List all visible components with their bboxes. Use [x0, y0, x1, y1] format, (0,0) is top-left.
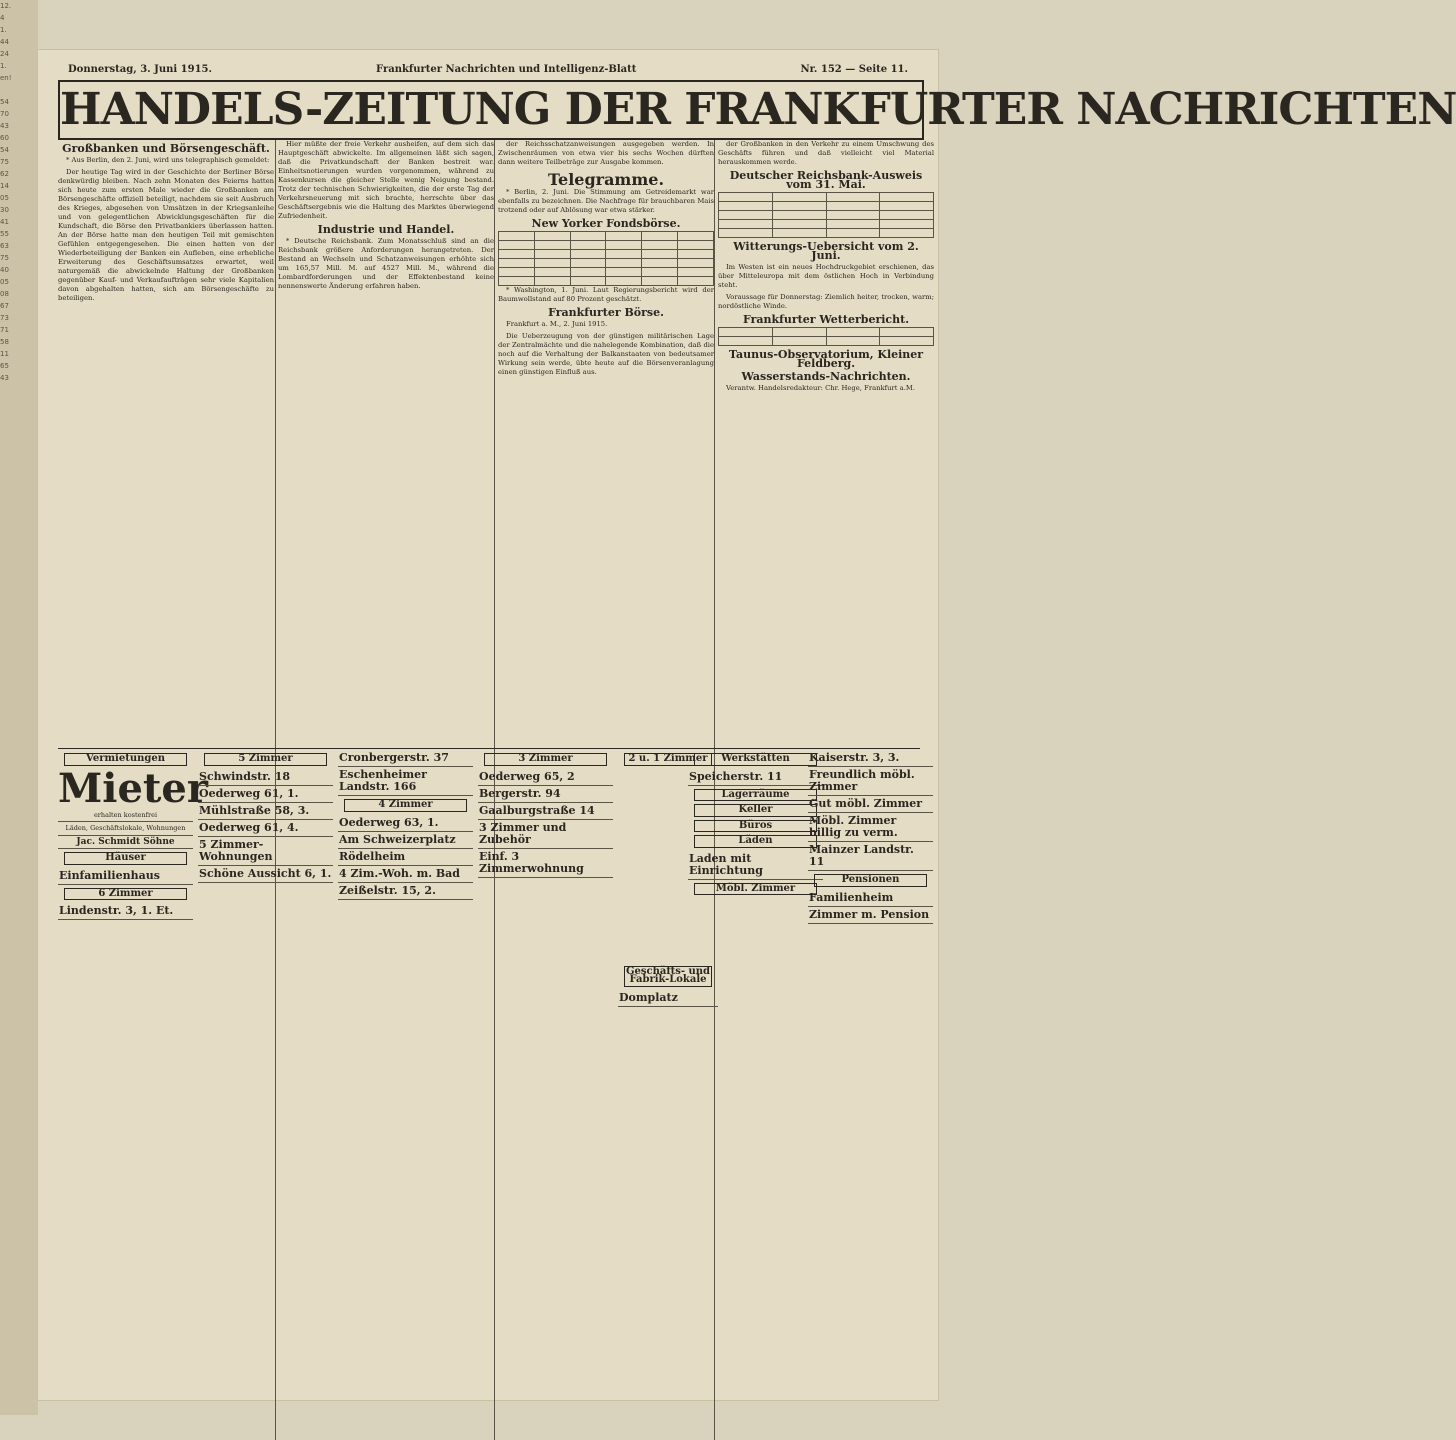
ad-item — [338, 815, 473, 832]
ad-item — [478, 803, 613, 820]
ad-title: Eschenheimer Landstr. 166 — [339, 768, 427, 793]
ad-title: Rödelheim — [339, 849, 406, 863]
ad-category: Keller — [694, 804, 817, 817]
ad-category: Geschäfts- und Fabrik-Lokale — [625, 965, 711, 985]
ad-title: Oederweg 61, 4. — [199, 820, 299, 834]
ad-category: 6 Zimmer — [64, 888, 187, 901]
ad-item — [198, 866, 333, 883]
ad-title: 5 Zimmer-Wohnungen — [199, 837, 273, 863]
ad-category: Pensionen — [814, 874, 927, 887]
ad-headline: Mieter — [58, 764, 208, 812]
ad-column-1 — [58, 750, 208, 1390]
ad-item — [198, 837, 333, 866]
ad-category: Büros — [694, 820, 817, 833]
ad-title: Domplatz — [619, 990, 678, 1004]
ad-title: Zimmer m. Pension — [809, 907, 930, 921]
ad-title: Mühlstraße 58, 3. — [199, 803, 310, 817]
ad-category: Läden — [694, 835, 817, 848]
ad-title: Oederweg 63, 1. — [339, 815, 439, 829]
ad-title: Einf. 3 Zimmerwohnung — [479, 849, 584, 875]
ad-item — [338, 832, 473, 849]
ad-title: Speicherstr. 11 — [689, 769, 783, 783]
ad-item — [338, 750, 473, 767]
ad-title: Am Schweizerplatz — [339, 832, 456, 846]
ad-title: Freundlich möbl. Zimmer — [809, 768, 915, 793]
boerse-date: Frankfurt a. M., 2. Juni 1915. — [506, 320, 608, 328]
article-body: Der heutige Tag wird in der Geschichte der Berliner Börse denkwürdig bleiben. Nach zehn Monaten des Feierns hatten sich heute zum ersten Male wieder die Großbanken am Börsengeschäfte offiziell beteiligt, nachdem sie seit Ausbruch des Krieges, abgesehen von Umsätzen in der Kriegsanleihe und von gelegentlichen Abwicklungsgeschäften für die Kundschaft, die Börse den Privatbankiers überlassen hatten. An der Börse hatte man den heutigen Teil mit gemischten Gefühlen entgegengesehen. Die einen hatten von der Wiederbeteiligung der Banken ein Aufleben, eine erhebliche Erweiterung des Geschäftsumsatzes erwartet, weil naturgemäß die abwickelnde Haltung der Großbanken gegenüber Kauf- und Verkaufaufträgen sehr viele Kapitalien davon abgehalten hatten, sich am Börsengeschäfte zu beteiligen. — [58, 168, 274, 302]
ad-title: Gaalburgstraße 14 — [479, 803, 595, 817]
boerse-body: Die Ueberzeugung von der günstigen militärischen Lage der Zentralmächte und die nahelegende Kombination, daß die noch auf die Verhaltung der Balkanstaaten von bedeutsamer Wirkung sein werde, übte heute auf die Börsenveranlagung einen günstigen Einfluß aus. — [498, 332, 714, 376]
telegrams-heading: Telegramme. — [547, 170, 665, 189]
section-heading: Industrie und Handel. — [317, 223, 455, 236]
weather-body: Im Westen ist ein neues Hochdruckgebiet erschienen, das über Mitteleuropa mit dem östlichen Hoch in Verbindung steht. — [718, 263, 934, 289]
ad-title: Bergerstr. 94 — [479, 786, 561, 800]
ad-text: Jac. Schmidt Söhne — [58, 836, 193, 850]
ad-title: Einfamilienhaus — [59, 868, 160, 882]
article-body: Hier müßte der freie Verkehr ausheifen, auf dem sich das Hauptgeschäft abwickelte. Im allgemeinen läßt sich sagen, daß die Privatkundschaft der Banken bestreit war. Einheitsnotierungen wurden vorgenommen, während zu Kassenkursen die gleicher Stelle wenig Neigung bestand. Trotz der technischen Schwierigkeiten, die der erste Tag der Verkehrsneuerung mit sich brachte, herrschte über das Geschäftsergebnis wie die Haltung des Marktes überwiegend Zufriedenheit. — [278, 140, 494, 220]
ad-title: Schöne Aussicht 6, 1. — [199, 866, 332, 880]
fondsboerse-heading: New Yorker Fondsbörse. — [531, 217, 681, 230]
article-column-3 — [498, 140, 714, 745]
wetterbericht-heading: Frankfurter Wetterbericht. — [742, 313, 910, 326]
article-heading: Großbanken und Börsengeschäft. — [62, 142, 270, 155]
ad-item — [808, 890, 933, 907]
ad-column-4 — [478, 750, 613, 1390]
ad-title: Oederweg 61, 1. — [199, 786, 299, 800]
ad-item — [338, 767, 473, 796]
taunus-heading: Taunus-Observatorium, Kleiner Feldberg. — [728, 348, 924, 370]
ad-title: Cronbergerstr. 37 — [339, 751, 449, 764]
article-column-4 — [718, 140, 934, 745]
ad-title: Kaiserstr. 3, 3. — [809, 751, 900, 764]
ad-category: Möbl. Zimmer — [694, 883, 817, 896]
ad-title: Oederweg 65, 2 — [479, 769, 575, 783]
reichsbank-item: * Deutsche Reichsbank. Zum Monatsschluß sind an die Reichsbank größere Anforderungen herangetreten. Der Bestand an Wechseln und Schatzanweisungen erhöhte sich um 165,57 Mill. M. auf 4527 Mill. M., während die Lombardforderungen und der Effektenbestand keine nennenswerte Änderung erfahren haben. — [278, 237, 494, 290]
article-body: der Reichsschatzanweisungen ausgegeben werden. In Zwischenräumen von etwa vier bis sechs Wochen dürften dann weitere Teilbeträge zur Ausgabe kommen. — [498, 140, 714, 166]
ad-title: Gut möbl. Zimmer — [809, 797, 923, 810]
wetterbericht-table — [718, 327, 934, 346]
header-line — [68, 64, 908, 75]
newspaper-page — [38, 50, 1456, 1400]
ad-item — [478, 769, 613, 786]
ad-column-7 — [808, 750, 933, 1390]
ad-item — [688, 851, 823, 880]
ad-title: Möbl. Zimmer billig zu verm. — [809, 814, 898, 839]
ad-column-6 — [688, 750, 823, 1390]
ad-item — [198, 769, 333, 786]
page-number: Nr. 152 — Seite 11. — [800, 64, 908, 75]
fondsboerse-table — [498, 231, 714, 286]
wasserstand-heading: Wasserstands-Nachrichten. — [741, 370, 911, 383]
ad-category: Vermietungen — [64, 753, 187, 766]
ad-category: 4 Zimmer — [344, 799, 467, 812]
ad-item — [808, 767, 933, 796]
ad-item — [198, 803, 333, 820]
ad-item — [198, 786, 333, 803]
article-column-1 — [58, 140, 274, 745]
issue-date: Donnerstag, 3. Juni 1915. — [68, 64, 212, 75]
ad-item — [808, 842, 933, 871]
boerse-heading: Frankfurter Börse. — [548, 306, 664, 319]
ad-category: 2 u. 1 Zimmer — [624, 753, 712, 766]
ad-item — [338, 883, 473, 900]
ad-category: 3 Zimmer — [484, 753, 607, 766]
ad-category: Lagerräume — [694, 789, 817, 802]
article-column-2 — [278, 140, 494, 745]
telegram-item: * Washington, 1. Juni. Laut Regierungsbericht wird der Baumwollstand auf 80 Prozent geschätzt. — [498, 286, 714, 303]
ad-item — [808, 750, 933, 767]
editor-line: Verantw. Handelsredakteur: Chr. Hege, Frankfurt a.M. — [726, 384, 915, 392]
ad-text: Läden, Geschäftslokale, Wohnungen — [58, 822, 193, 836]
masthead: HANDELS-ZEITUNG DER FRANKFURTER NACHRICHTEN — [58, 80, 924, 140]
bank-ausweis-heading: Deutscher Reichsbank-Ausweis vom 31. Mai. — [729, 169, 923, 191]
weather-heading: Witterungs-Uebersicht vom 2. Juni. — [733, 240, 919, 262]
forecast: Voraussage für Donnerstag: Ziemlich heiter, trocken, warm; nordöstliche Winde. — [718, 293, 934, 310]
ad-text: erhalten kostenfrei — [58, 809, 193, 823]
ad-item — [198, 820, 333, 837]
ad-column-3 — [338, 750, 473, 1390]
article-dateline: * Aus Berlin, den 2. Juni, wird uns telegraphisch gemeldet: — [66, 156, 270, 164]
ad-item — [688, 769, 823, 786]
ad-item — [478, 786, 613, 803]
ad-title: Lindenstr. 3, 1. Et. — [59, 904, 174, 917]
paper-name: Frankfurter Nachrichten und Intelligenz-Blatt — [376, 64, 637, 75]
ad-item — [808, 796, 933, 813]
gutter-text: 12. 4 1. 44 24 1. en! 54 70 43 60 54 75 62 14 05 30 41 55 63 75 40 05 08 67 73 71 58 11 65 43 — [0, 2, 12, 382]
ad-item — [58, 903, 193, 920]
ad-title: Mainzer Landstr. 11 — [809, 843, 914, 868]
ads-divider — [58, 748, 920, 749]
ad-title: 4 Zim.-Woh. m. Bad — [339, 866, 460, 880]
telegram-item: * Berlin, 2. Juni. Die Stimmung am Getreidemarkt war ebenfalls zu bezeichnen. Die Nachfrage für brauchbaren Mais trotzend oder auf Ablösung war etwa stärker. — [498, 188, 714, 214]
ad-item — [808, 907, 933, 924]
ad-item — [478, 820, 613, 849]
ad-column-2 — [198, 750, 333, 1390]
gutter — [0, 0, 38, 1415]
ad-item — [338, 866, 473, 883]
ad-item — [478, 849, 613, 878]
ad-title: Laden mit Einrichtung — [689, 851, 763, 877]
ad-category: 5 Zimmer — [204, 753, 327, 766]
ad-title: Schwindstr. 18 — [199, 769, 291, 783]
article-body: der Großbanken in den Verkehr zu einem Umschwung des Geschäfts führen und daß vielleicht viel Material herauskommen werde. — [718, 140, 934, 166]
ad-title: Familienheim — [809, 890, 894, 904]
ad-title: Zeißelstr. 15, 2. — [339, 883, 436, 897]
ad-title: 3 Zimmer und Zubehör — [479, 820, 567, 846]
ad-category: Häuser — [64, 852, 187, 865]
bank-ausweis-table — [718, 192, 934, 238]
ad-category: Werkstätten — [694, 753, 817, 766]
ad-item — [808, 813, 933, 842]
ad-item — [58, 868, 193, 885]
ad-item — [338, 849, 473, 866]
